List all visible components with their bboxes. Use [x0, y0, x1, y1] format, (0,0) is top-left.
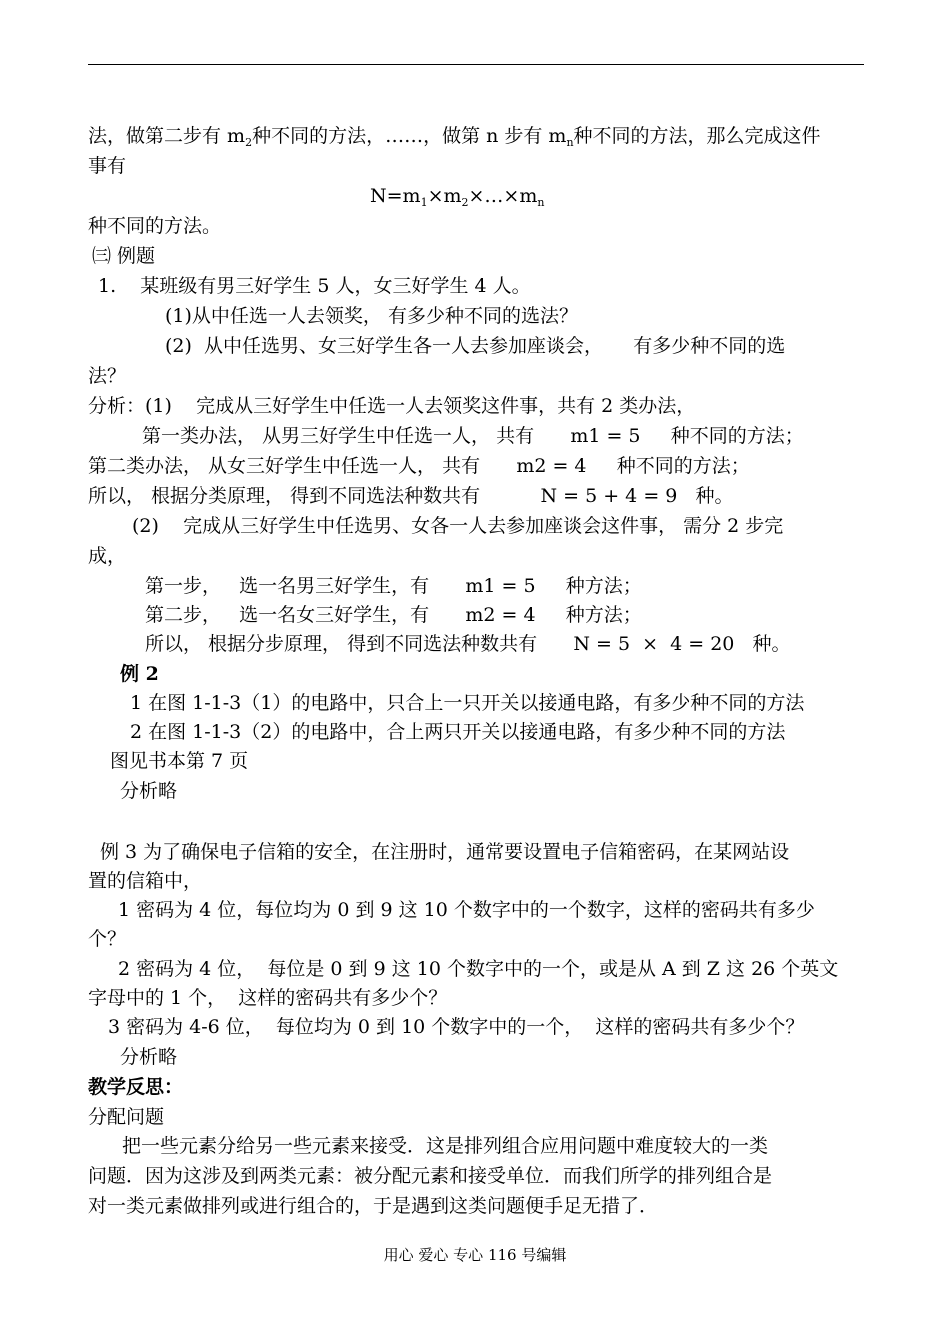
text-line: 把一些元素分给另一些元素来接受．这是排列组合应用问题中难度较大的一类 [122, 1135, 769, 1157]
text-line: 第二步， 选一名女三好学生，有 m2 = 4 种方法； [145, 604, 642, 626]
header-rule [88, 64, 864, 65]
text-line: 图见书本第 7 页 [110, 750, 249, 772]
text-line: 所以， 根据分类原理， 得到不同选法种数共有 N = 5 + 4 = 9 种。 [88, 485, 734, 507]
text-line: 分析略 [120, 780, 178, 802]
text-line: 第一类办法， 从男三好学生中任选一人， 共有 m1 = 5 种不同的方法； [142, 425, 804, 447]
text-line: (2) 从中任选男、女三好学生各一人去参加座谈会， 有多少种不同的选 [165, 335, 786, 357]
text-line: 分析：(1) 完成从三好学生中任选一人去领奖这件事，共有 2 类办法， [88, 395, 696, 417]
text-line: 事有 [88, 155, 127, 177]
text-line: 分配问题 [88, 1106, 165, 1128]
text-line: 例 3 为了确保电子信箱的安全，在注册时，通常要设置电子信箱密码，在某网站设 [100, 841, 790, 863]
page-footer: 用心 爱心 专心 116 号编辑 [383, 1246, 567, 1264]
section-heading: ㈢ 例题 [92, 245, 156, 267]
text-line: 对一类元素做排列或进行组合的，于是遇到这类问题便手足无措了． [88, 1195, 659, 1217]
formula-line: $N=m_1\times m_2\times\dots\times m_n$ [370, 185, 545, 209]
text-line: 置的信箱中， [88, 870, 203, 892]
text-line: 成， [88, 545, 127, 567]
text-line: 3 密码为 4-6 位， 每位均为 0 到 10 个数字中的一个， 这样的密码共有多少个？ [108, 1016, 805, 1038]
text-line: 个？ [88, 928, 127, 950]
text-line: 法，做第二步有 $m_2$种不同的方法，……，做第 n 步有 $m_n$种不同的方法，那么完成这件 [88, 125, 821, 149]
section-heading: 教学反思： [88, 1076, 184, 1098]
text-line: 问题．因为这涉及到两类元素：被分配元素和接受单位．而我们所学的排列组合是 [88, 1165, 773, 1187]
text-line: 字母中的 1 个， 这样的密码共有多少个？ [88, 987, 448, 1009]
text-line: 1 在图 1-1-3（1）的电路中，只合上一只开关以接通电路，有多少种不同的方法 [130, 692, 805, 714]
text-line: (1)从中任选一人去领奖， 有多少种不同的选法？ [165, 305, 578, 327]
text-line: 1 密码为 4 位，每位均为 0 到 9 这 10 个数字中的一个数字，这样的密码共有多少 [118, 899, 815, 921]
text-line: 种不同的方法。 [88, 215, 222, 237]
example-heading: 例 2 [120, 663, 159, 685]
text-line: 分析略 [120, 1046, 178, 1068]
text-line: 第一步， 选一名男三好学生，有 m1 = 5 种方法； [145, 575, 642, 597]
text-line: (2) 完成从三好学生中任选男、女各一人去参加座谈会这件事， 需分 2 步完 [132, 515, 784, 537]
text-line: 1. 某班级有男三好学生 5 人，女三好学生 4 人。 [98, 275, 531, 297]
text-line: 2 在图 1-1-3（2）的电路中，合上两只开关以接通电路，有多少种不同的方法 [130, 721, 786, 743]
text-line: 第二类办法， 从女三好学生中任选一人， 共有 m2 = 4 种不同的方法； [88, 455, 750, 477]
text-line: 所以， 根据分步原理， 得到不同选法种数共有 N = 5 × 4 = 20 种。 [145, 633, 791, 655]
text-line: 2 密码为 4 位， 每位是 0 到 9 这 10 个数字中的一个，或是从 A 到 Z 这 26 个英文 [118, 958, 839, 980]
text-line: 法？ [88, 365, 127, 387]
